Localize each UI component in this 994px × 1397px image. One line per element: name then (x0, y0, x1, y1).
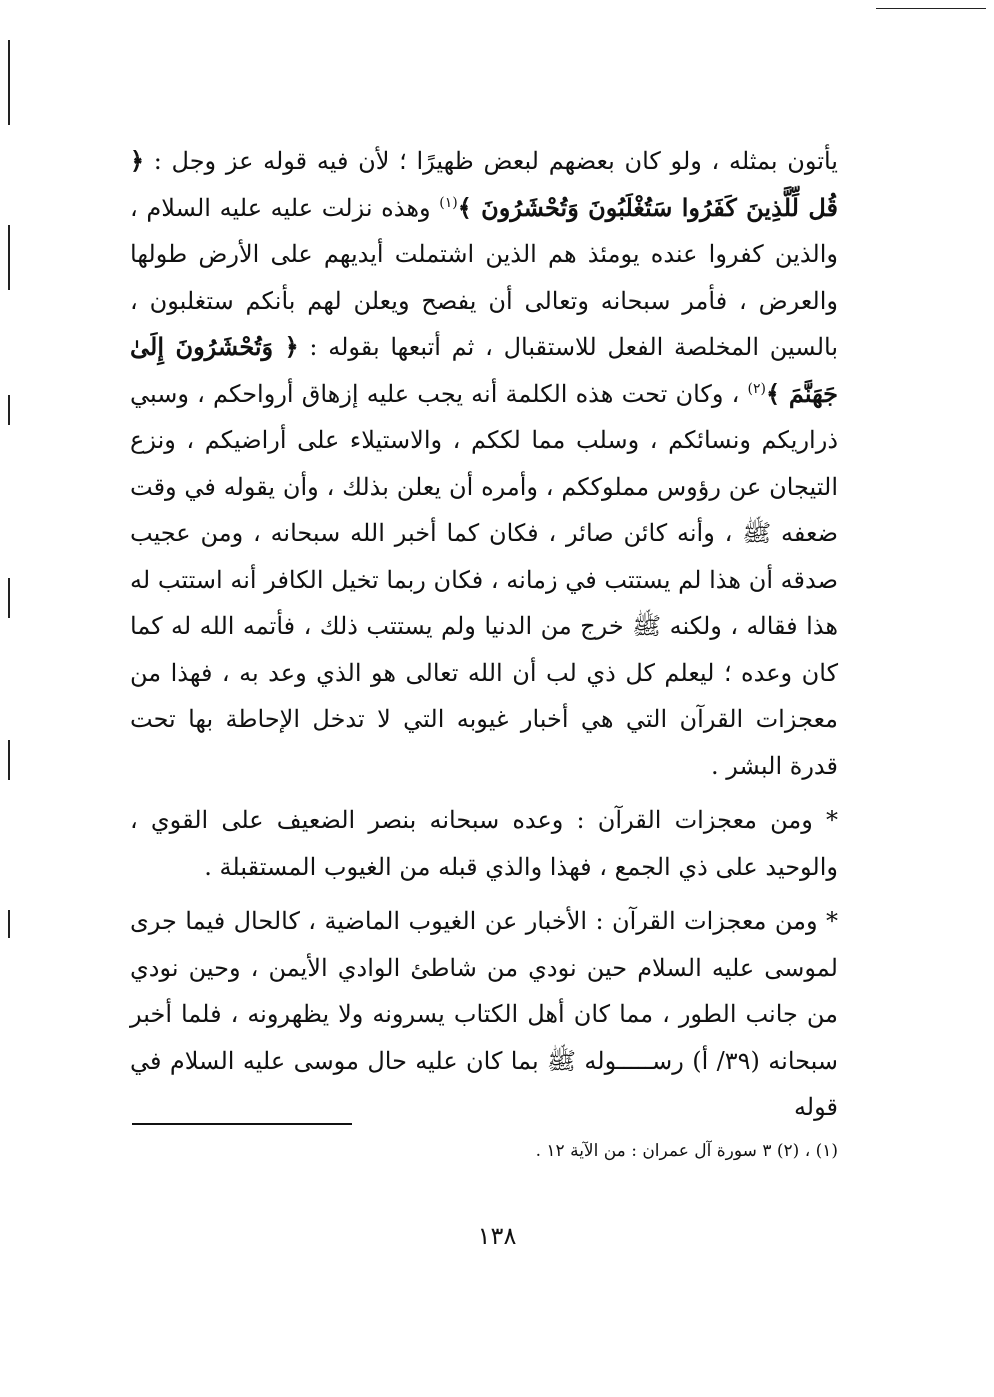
text-segment: * ومن معجزات القرآن : الأخبار عن الغيوب الماضية ، كالحال فيما جرى لموسى عليه السلام حين نودي من شاطئ الوادي الأيمن ، وحين نودي من جانب الطور ، مما كان أهل الكتاب يسرونه ولا يظهرونه ، فلما أخبر سبحانه (٣٩/ أ) رســـــوله ﷺ بما كان عليه حال موسى عليه السلام في قوله (130, 907, 838, 1121)
paragraph-3 (130, 898, 838, 1131)
scan-artifact-line (876, 8, 986, 9)
text-segment: وهذه نزلت عليه عليه السلام ، والذين كفروا عنده يومئذ هم الذين اشتملت أيديهم على الأرض طولها والعرض ، فأمر سبحانه وتعالى أن يفصح ويعلن لهم بأنكم ستغلبون ، بالسين المخلصة الفعل للاستقبال ، ثم أتبعها بقوله : (130, 193, 839, 361)
quran-verse: ﴿ وَتُحْشَرُونَ إِلَىٰ جَهَنَّمَ ﴾ (130, 332, 838, 408)
scan-artifact-line (8, 40, 10, 125)
paragraph-2 (130, 797, 838, 890)
footnote-marker: (١) (439, 194, 458, 211)
scan-artifact-line (8, 395, 10, 425)
footnote-marker: (٢) (747, 380, 766, 397)
text-segment: يأتون بمثله ، ولو كان بعضهم لبعض ظهيرًا ؛ لأن فيه قوله عز وجل : (144, 147, 838, 175)
text-segment: * ومن معجزات القرآن : وعده سبحانه بنصر الضعيف على القوي ، والوحيد على ذي الجمع ، فهذا والذي قبله من الغيوب المستقبلة . (130, 806, 838, 881)
scan-artifact-line (8, 740, 10, 780)
paragraph-1 (130, 138, 838, 789)
quran-verse: ﴿ قُل لِّلَّذِينَ كَفَرُوا سَتُغْلَبُونَ وَتُحْشَرُونَ ﴾ (130, 146, 838, 222)
footnote-divider (132, 1123, 352, 1125)
footnote: (١) ، (٢) ٣ سورة آل عمران : من الآية ١٢ . (535, 1141, 838, 1161)
scan-artifact-line (8, 910, 10, 938)
page-body (130, 138, 838, 1131)
text-segment: ، وكان تحت هذه الكلمة أنه يجب عليه إزهاق أرواحكم ، وسبي ذراريكم ونسائكم ، وسلب مما لككم ، والاستيلاء على أراضيكم ، ونزع التيجان عن رؤوس مملوككم ، وأمره أن يعلن بذلك ، وأن يقوله في وقت ضعفه ﷺ ، وأنه كائن صائر ، فكان كما أخبر الله سبحانه ، ومن عجيب صدقه أن هذا لم يستتب في زمانه ، فكان ربما تخيل الكافر أنه استتب له هذا فقاله ، ولكنه ﷺ خرج من الدنيا ولم يستتب ذلك ، فأتمه الله له كما كان وعده ؛ ليعلم كل ذي لب أن الله تعالى هو الذي وعد به ، فهذا من معجزات القرآن التي هي أخبار غيوبه التي لا تدخل الإحاطة بها تحت قدرة البشر . (130, 379, 838, 780)
page-number: ١٣٨ (477, 1222, 517, 1250)
scan-artifact-line (8, 578, 10, 618)
scan-artifact-line (8, 225, 10, 290)
